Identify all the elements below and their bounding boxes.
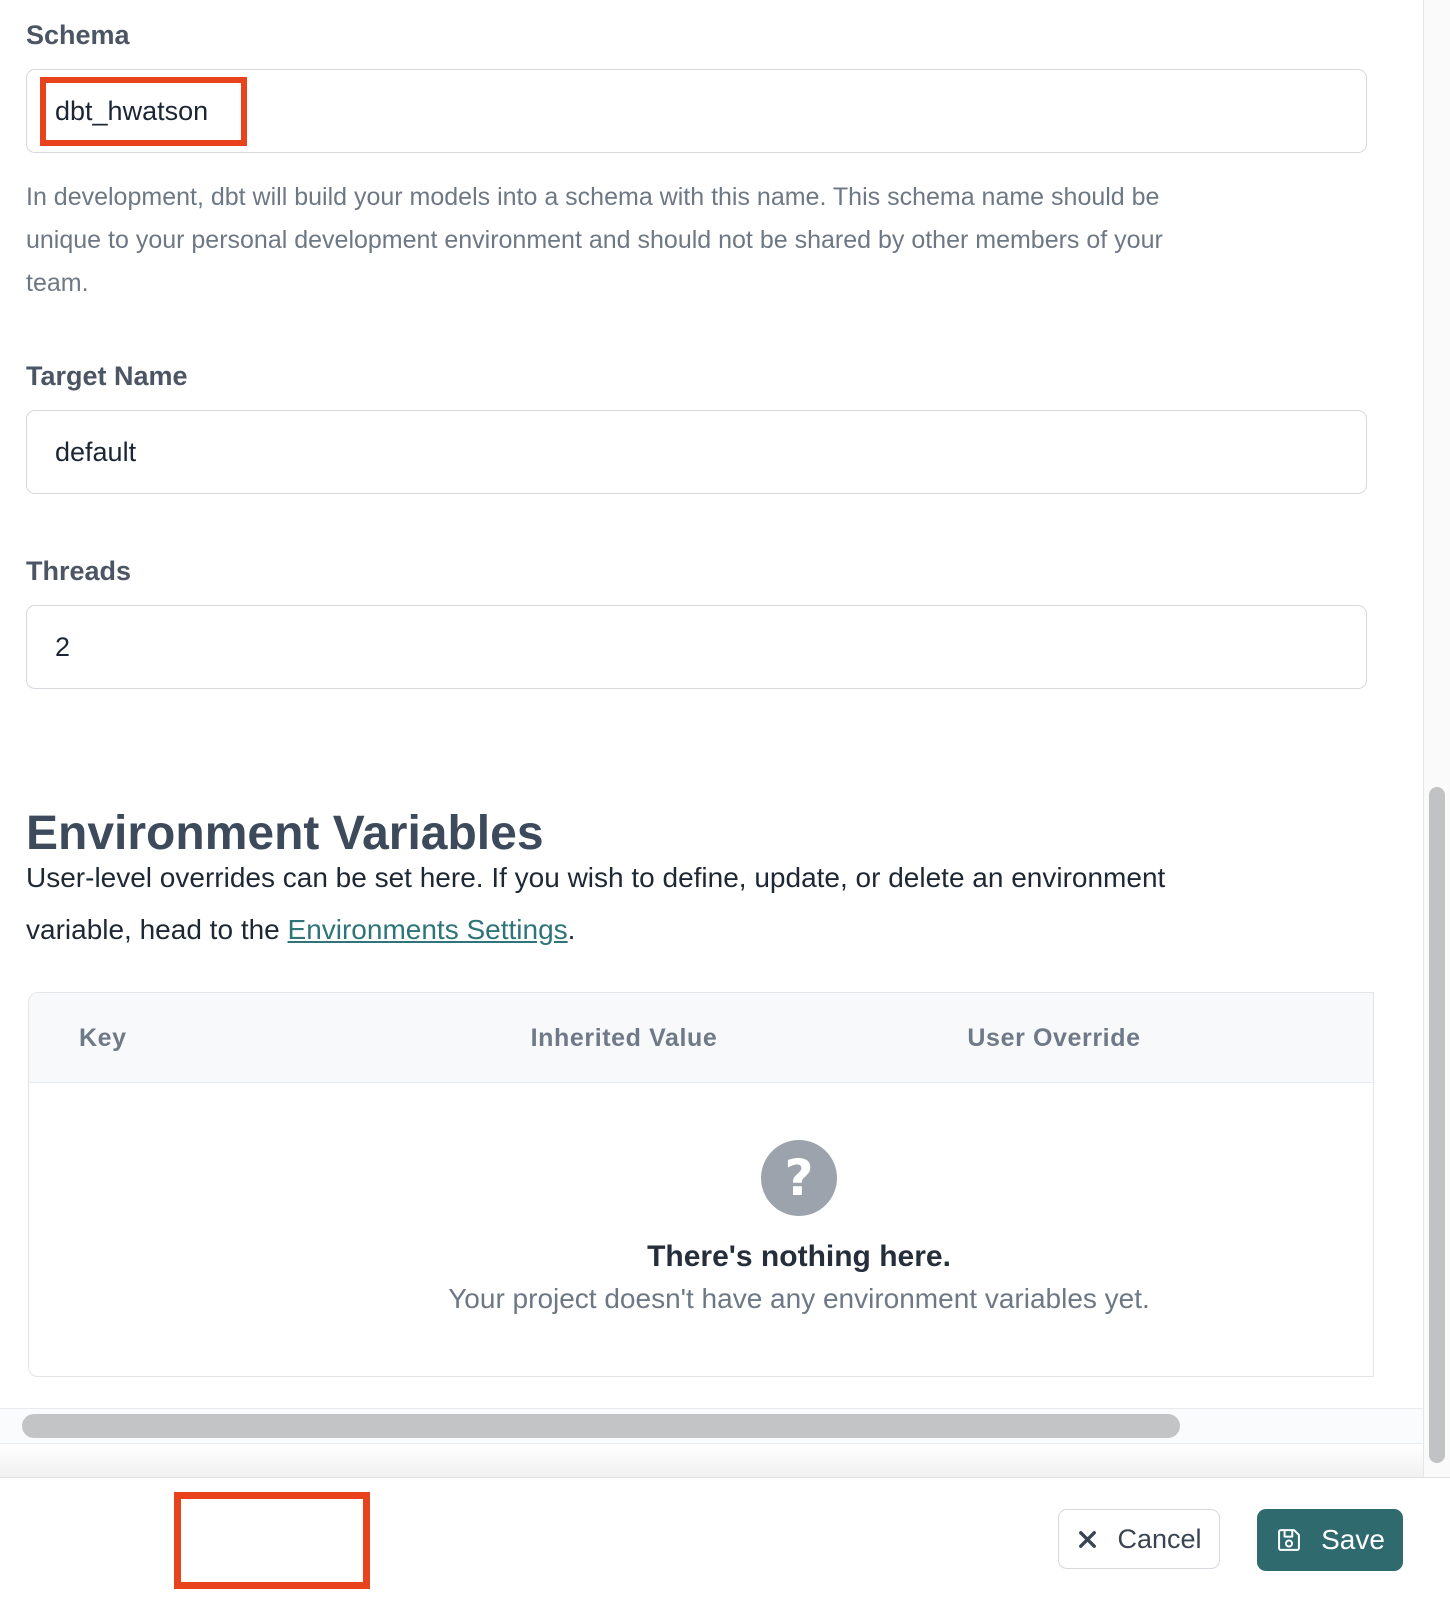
threads-label: Threads	[26, 556, 132, 586]
schema-help-text	[26, 176, 1356, 305]
env-desc-line2-suffix: .	[567, 914, 576, 945]
environments-settings-link[interactable]: Environments Settings	[287, 914, 568, 945]
form-action-footer	[0, 1477, 1450, 1598]
cancel-button[interactable]	[1058, 1509, 1220, 1569]
schema-help-line: unique to your personal development environment and should not be shared by other members of your	[26, 226, 1163, 254]
environment-variables-title: Environment Variables	[26, 807, 544, 860]
target-name-input[interactable]	[26, 410, 1367, 494]
column-header-key: Key	[79, 1024, 127, 1052]
target-name-label: Target Name	[26, 361, 188, 391]
table-empty-state	[29, 1140, 1374, 1315]
empty-state-subtitle: Your project doesn't have any environment variables yet.	[448, 1283, 1150, 1314]
question-mark-icon: ?	[761, 1140, 837, 1216]
schema-label: Schema	[26, 20, 130, 50]
vertical-scrollbar[interactable]	[1423, 0, 1450, 1477]
horizontal-scrollbar[interactable]	[0, 1408, 1424, 1444]
empty-state-title: There's nothing here.	[647, 1240, 951, 1273]
column-header-inherited-value: Inherited Value	[530, 1024, 718, 1052]
environment-variables-table	[28, 992, 1374, 1377]
cancel-button-label: Cancel	[1117, 1523, 1202, 1554]
annotation-highlight-save	[174, 1492, 370, 1589]
vertical-scrollbar-thumb[interactable]	[1429, 787, 1445, 1463]
schema-help-line: In development, dbt will build your models into a schema with this name. This schema name should be	[26, 183, 1160, 211]
schema-input[interactable]	[26, 69, 1367, 153]
save-button-label: Save	[1321, 1524, 1385, 1555]
threads-input[interactable]	[26, 605, 1367, 689]
column-header-user-override: User Override	[967, 1024, 1141, 1052]
environment-variables-description	[26, 852, 1366, 956]
table-header-row	[29, 993, 1374, 1083]
footer-shadow	[0, 1444, 1450, 1477]
save-button[interactable]	[1257, 1509, 1403, 1571]
env-desc-line2-prefix: variable, head to the	[26, 914, 288, 945]
close-icon	[1076, 1528, 1099, 1551]
env-desc-line1: User-level overrides can be set here. If you wish to define, update, or delete an environment	[26, 862, 1166, 893]
save-icon	[1275, 1526, 1303, 1554]
schema-help-line: team.	[26, 269, 89, 297]
horizontal-scrollbar-thumb[interactable]	[22, 1414, 1180, 1438]
